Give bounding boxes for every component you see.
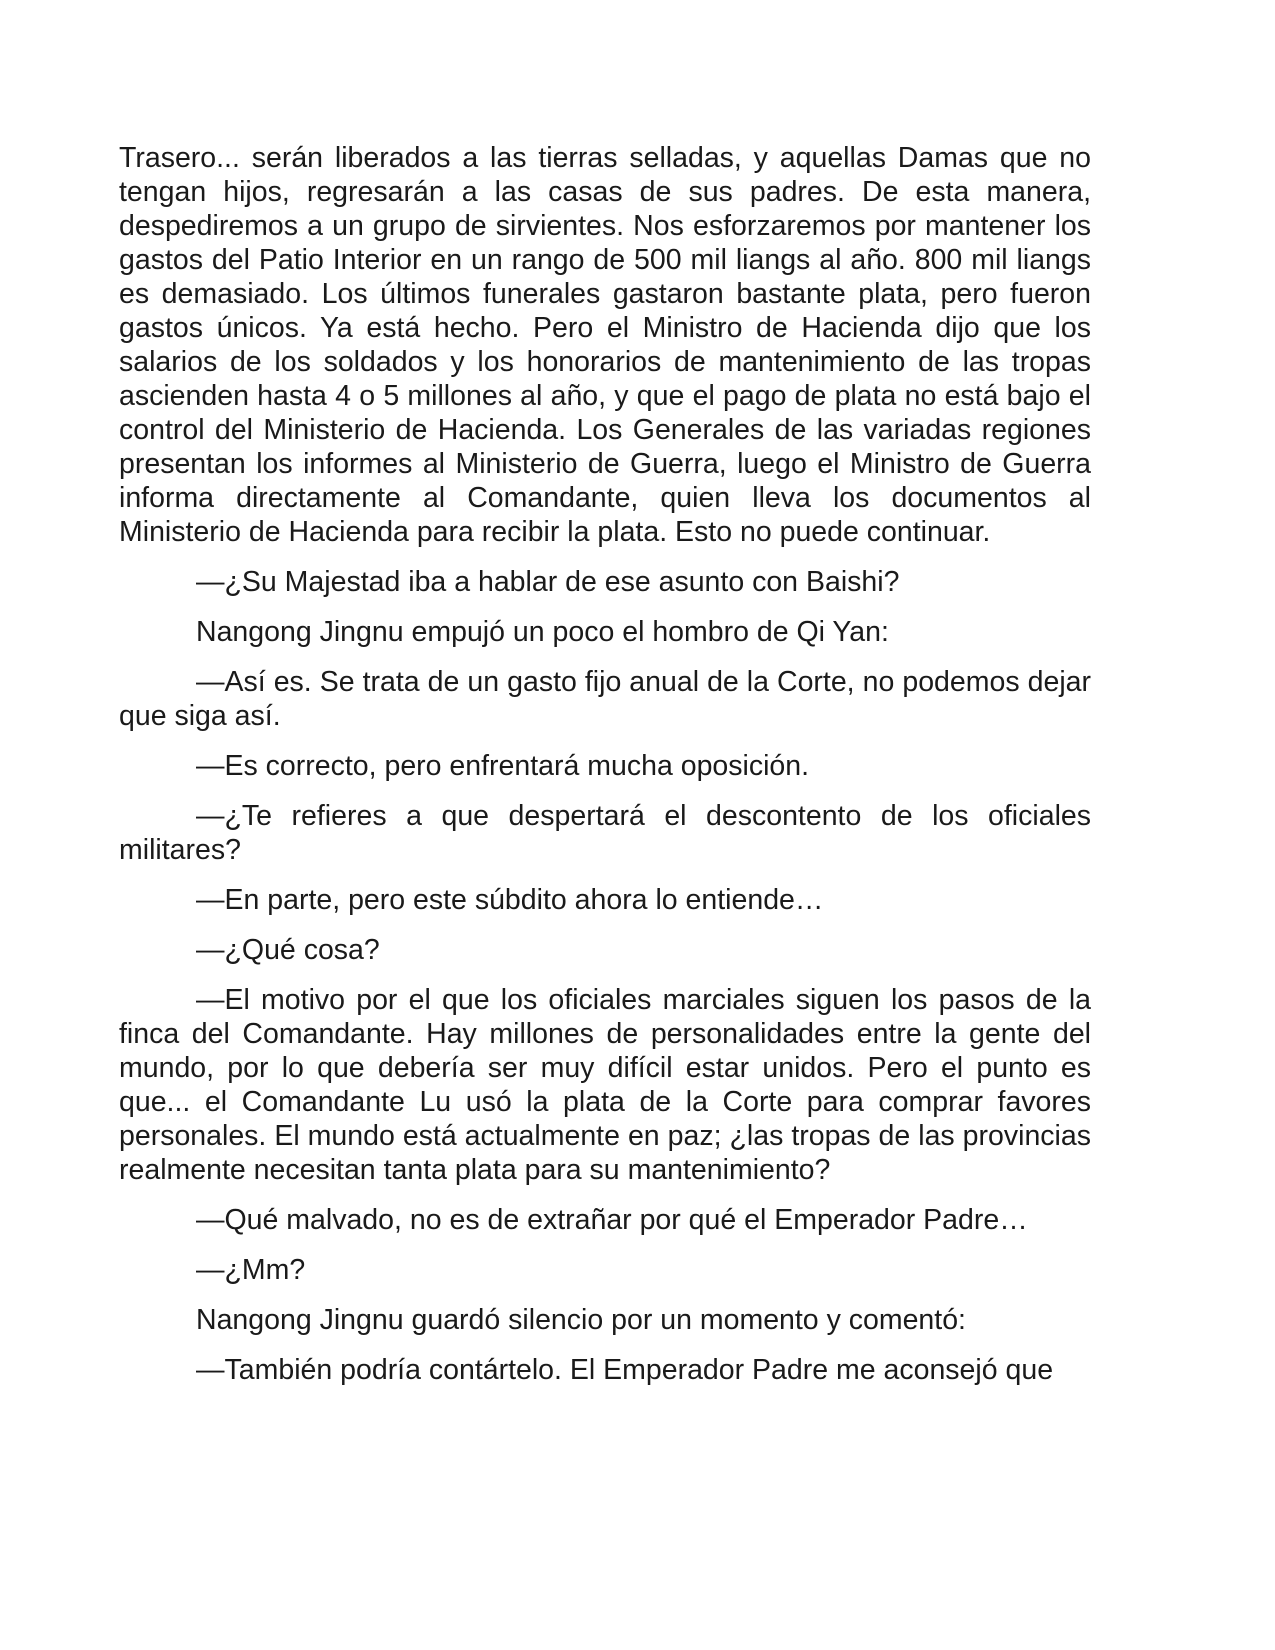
- document-page: [119, 141, 1091, 1387]
- paragraph: —¿Qué cosa?: [196, 934, 380, 966]
- paragraph: —¿Te refieres a que despertará el descontento de los oficiales militares?: [119, 800, 1091, 866]
- paragraph: —Es correcto, pero enfrentará mucha oposición.: [196, 750, 810, 782]
- paragraph: —En parte, pero este súbdito ahora lo entiende…: [196, 884, 824, 916]
- paragraph: —El motivo por el que los oficiales marciales siguen los pasos de la finca del Comandante. Hay millones de personalidades entre la gente del mundo, por lo que debería ser muy difícil estar unidos. Pero el punto es que... el Comandante Lu usó la plata de la Corte para comprar favores personales. El mundo está actualmente en paz; ¿las tropas de las provincias realmente necesitan tanta plata para su mantenimiento?: [119, 984, 1091, 1186]
- paragraph: Nangong Jingnu empujó un poco el hombro de Qi Yan:: [196, 616, 889, 648]
- paragraph: Trasero... serán liberados a las tierras selladas, y aquellas Damas que no tengan hijos, regresarán a las casas de sus padres. De esta manera, despediremos a un grupo de sirvientes. Nos esforzaremos por mantener los gastos del Patio Interior en un rango de 500 mil liangs al año. 800 mil liangs es demasiado. Los últimos funerales gastaron bastante plata, pero fueron gastos únicos. Ya está hecho. Pero el Ministro de Hacienda dijo que los salarios de los soldados y los honorarios de mantenimiento de las tropas ascienden hasta 4 o 5 millones al año, y que el pago de plata no está bajo el control del Ministerio de Hacienda. Los Generales de las variadas regiones presentan los informes al Ministerio de Guerra, luego el Ministro de Guerra informa directamente al Comandante, quien lleva los documentos al Ministerio de Hacienda para recibir la plata. Esto no puede continuar.: [119, 142, 1091, 548]
- paragraph: —Qué malvado, no es de extrañar por qué el Emperador Padre…: [196, 1204, 1028, 1236]
- paragraph: —Así es. Se trata de un gasto fijo anual de la Corte, no podemos dejar que siga así.: [119, 666, 1091, 732]
- paragraph: —También podría contártelo. El Emperador Padre me aconsejó que: [196, 1354, 1054, 1386]
- paragraph: —¿Mm?: [196, 1254, 306, 1286]
- paragraph: —¿Su Majestad iba a hablar de ese asunto con Baishi?: [196, 566, 900, 598]
- paragraph: Nangong Jingnu guardó silencio por un momento y comentó:: [196, 1304, 966, 1336]
